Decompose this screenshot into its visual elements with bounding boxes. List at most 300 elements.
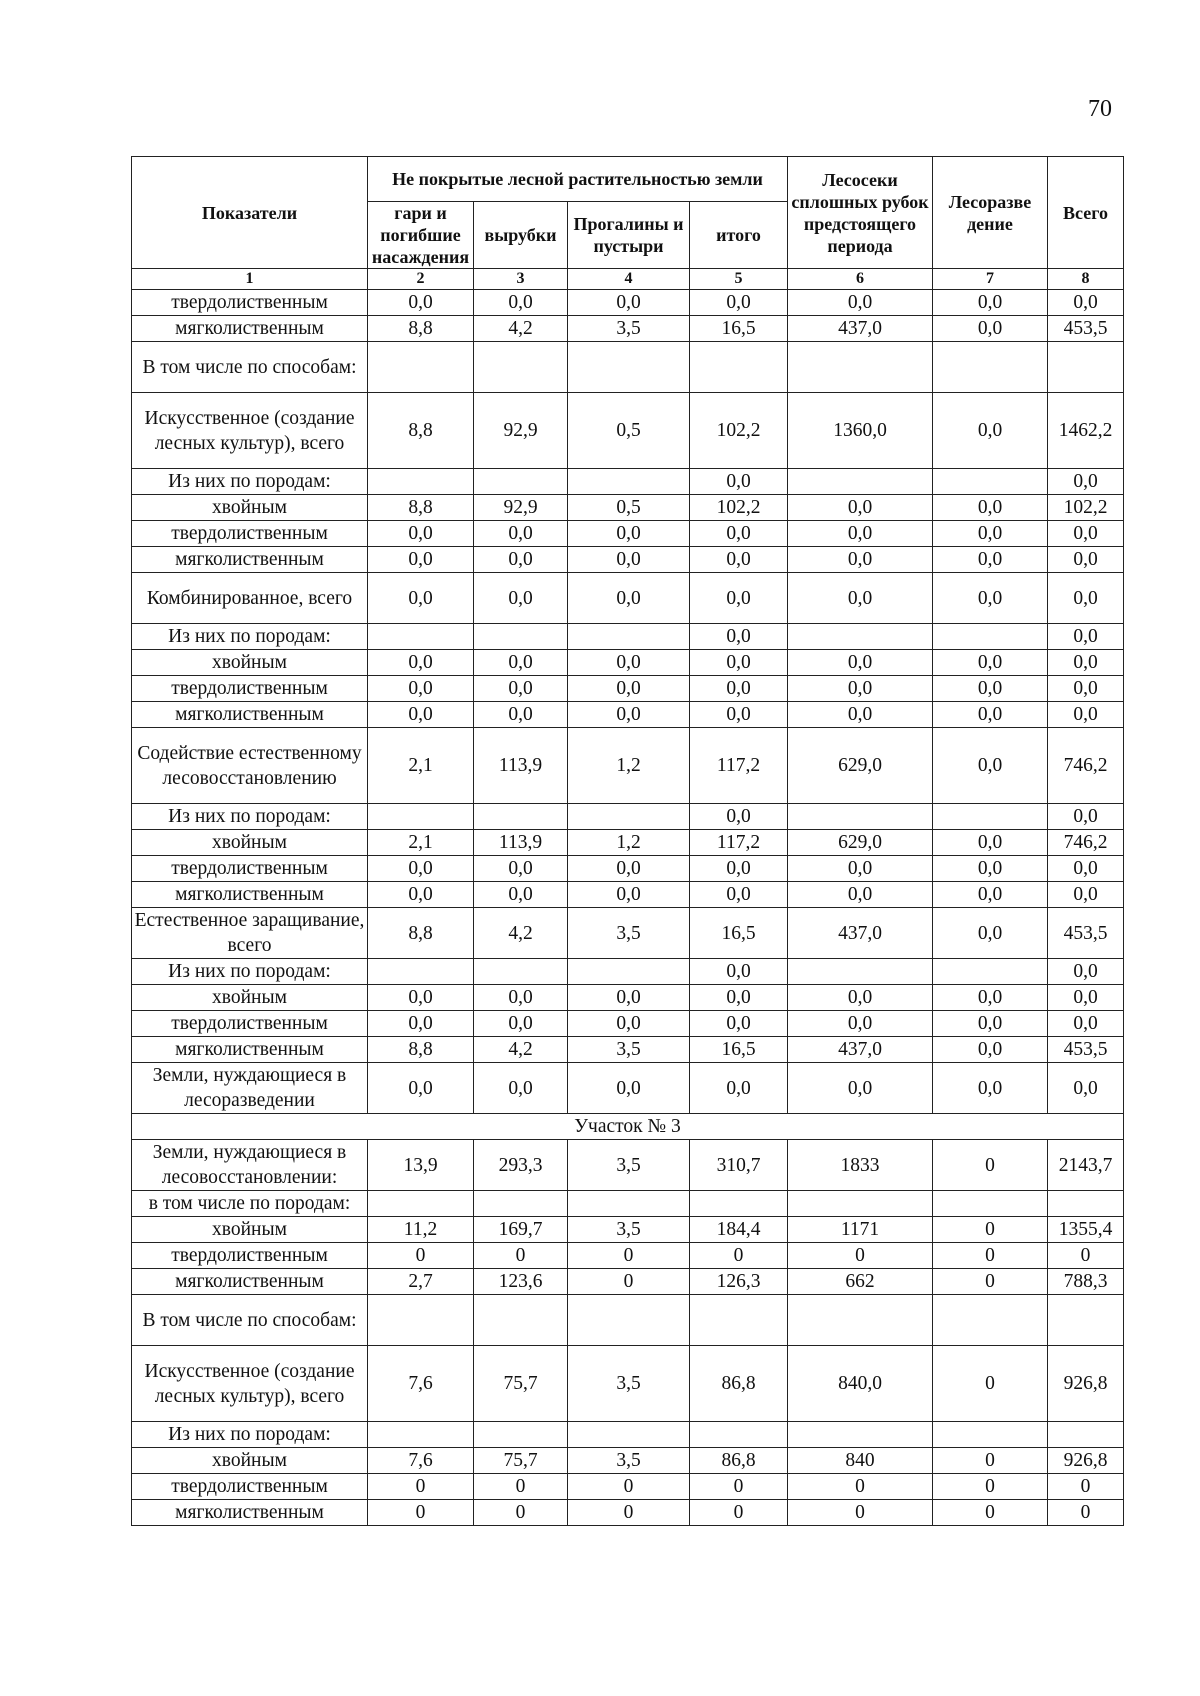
table-cell: 0: [788, 1500, 933, 1526]
table-row: [132, 1140, 1124, 1191]
table-cell: 0: [933, 1217, 1048, 1243]
table-cell: 0,0: [474, 702, 568, 728]
table-cell: 0: [1048, 1243, 1124, 1269]
table-cell: [368, 624, 474, 650]
table-cell: 0,0: [933, 830, 1048, 856]
table-cell: 0,0: [368, 1011, 474, 1037]
table-row: [132, 495, 1124, 521]
table-cell: 4,2: [474, 316, 568, 342]
table-cell: 2,7: [368, 1269, 474, 1295]
table-cell: [1048, 342, 1124, 393]
table-cell: [368, 959, 474, 985]
row-label: Из них по породам:: [132, 469, 368, 495]
table-cell: 662: [788, 1269, 933, 1295]
table-cell: [933, 342, 1048, 393]
table-cell: 3,5: [568, 1037, 690, 1063]
table-row: [132, 882, 1124, 908]
table-cell: 0,0: [690, 985, 788, 1011]
table-cell: 0,0: [933, 728, 1048, 804]
row-label: Земли, нуждающиеся в лесоразведении: [132, 1063, 368, 1114]
table-cell: 0,0: [933, 702, 1048, 728]
table-cell: [474, 1422, 568, 1448]
table-cell: 0: [788, 1243, 933, 1269]
table-cell: [568, 469, 690, 495]
row-label: твердолиственным: [132, 1474, 368, 1500]
table-row: [132, 342, 1124, 393]
table-cell: 840,0: [788, 1346, 933, 1422]
table-cell: 0,5: [568, 495, 690, 521]
table-cell: 629,0: [788, 830, 933, 856]
table-cell: 184,4: [690, 1217, 788, 1243]
table-cell: 3,5: [568, 1140, 690, 1191]
table-cell: 0,0: [788, 702, 933, 728]
table-cell: 0,0: [368, 573, 474, 624]
table-cell: 0,0: [1048, 290, 1124, 316]
table-cell: [933, 1295, 1048, 1346]
row-label: Из них по породам:: [132, 1422, 368, 1448]
table-cell: [568, 1191, 690, 1217]
table-cell: [368, 1422, 474, 1448]
table-cell: 0,0: [788, 650, 933, 676]
table-cell: [1048, 1422, 1124, 1448]
row-label: мягколиственным: [132, 1269, 368, 1295]
table-cell: 3,5: [568, 1448, 690, 1474]
table-cell: 0,0: [788, 1063, 933, 1114]
row-label: твердолиственным: [132, 856, 368, 882]
table-cell: 0,0: [933, 676, 1048, 702]
table-cell: 7,6: [368, 1448, 474, 1474]
table-cell: 0,0: [690, 624, 788, 650]
table-cell: 437,0: [788, 1037, 933, 1063]
table-cell: 0,0: [690, 290, 788, 316]
table-row: [132, 676, 1124, 702]
row-label: Из них по породам:: [132, 804, 368, 830]
table-cell: 0,0: [474, 1011, 568, 1037]
row-label: Из них по породам:: [132, 624, 368, 650]
table-cell: [368, 804, 474, 830]
table-cell: [474, 342, 568, 393]
table-cell: [690, 1191, 788, 1217]
table-cell: 1171: [788, 1217, 933, 1243]
header-clearings: вырубки: [474, 202, 568, 269]
table-cell: [788, 1295, 933, 1346]
table-cell: 0,0: [1048, 521, 1124, 547]
table-cell: 92,9: [474, 393, 568, 469]
table-row: [132, 830, 1124, 856]
table-cell: 0: [368, 1500, 474, 1526]
table-body: [132, 290, 1124, 1526]
table-cell: 0,0: [690, 650, 788, 676]
table-cell: 437,0: [788, 316, 933, 342]
table-cell: 0,0: [368, 521, 474, 547]
forest-land-table: [131, 156, 1124, 1526]
table-cell: [474, 1295, 568, 1346]
row-label: хвойным: [132, 1448, 368, 1474]
row-label: хвойным: [132, 1217, 368, 1243]
table-row: [132, 1243, 1124, 1269]
table-cell: 0,0: [474, 290, 568, 316]
table-cell: 0,0: [690, 856, 788, 882]
table-cell: 8,8: [368, 495, 474, 521]
table-cell: 92,9: [474, 495, 568, 521]
table-cell: 0,0: [788, 985, 933, 1011]
table-cell: 926,8: [1048, 1346, 1124, 1422]
row-label: твердолиственным: [132, 676, 368, 702]
table-cell: [788, 1422, 933, 1448]
table-cell: [788, 1191, 933, 1217]
table-cell: 0,0: [788, 290, 933, 316]
table-cell: 0,0: [933, 1011, 1048, 1037]
table-row: [132, 1448, 1124, 1474]
table-cell: 0,0: [368, 650, 474, 676]
table-cell: 0: [568, 1269, 690, 1295]
table-cell: 0,0: [568, 856, 690, 882]
row-label: В том числе по способам:: [132, 1295, 368, 1346]
table-cell: 0,0: [1048, 1011, 1124, 1037]
table-cell: 0,0: [933, 521, 1048, 547]
table-header: [132, 157, 1124, 290]
table-cell: 8,8: [368, 1037, 474, 1063]
table-cell: 0,0: [690, 469, 788, 495]
section-title: Участок № 3: [132, 1114, 1124, 1140]
table-cell: 102,2: [690, 393, 788, 469]
table-cell: 0,0: [933, 856, 1048, 882]
table-cell: 0,0: [1048, 959, 1124, 985]
row-label: твердолиственным: [132, 1011, 368, 1037]
table-cell: 8,8: [368, 316, 474, 342]
table-cell: 0,0: [1048, 676, 1124, 702]
table-cell: 3,5: [568, 1346, 690, 1422]
table-cell: 117,2: [690, 728, 788, 804]
table-cell: 0,0: [1048, 650, 1124, 676]
table-cell: 0,0: [690, 702, 788, 728]
column-number-row: [132, 269, 1124, 290]
column-number: 8: [1048, 269, 1124, 290]
row-label: В том числе по способам:: [132, 342, 368, 393]
table-cell: [568, 624, 690, 650]
table-cell: 1360,0: [788, 393, 933, 469]
column-number: 4: [568, 269, 690, 290]
row-label: Искусственное (создание лесных культур), всего: [132, 393, 368, 469]
table-row: [132, 1500, 1124, 1526]
column-number: 1: [132, 269, 368, 290]
table-cell: 0: [933, 1243, 1048, 1269]
table-cell: 788,3: [1048, 1269, 1124, 1295]
table-cell: 629,0: [788, 728, 933, 804]
table-cell: 0,0: [1048, 985, 1124, 1011]
row-label: мягколиственным: [132, 1037, 368, 1063]
table-cell: [690, 1295, 788, 1346]
row-label: Искусственное (создание лесных культур), всего: [132, 1346, 368, 1422]
table-row: [132, 1191, 1124, 1217]
table-cell: [1048, 1295, 1124, 1346]
table-cell: 0,0: [368, 882, 474, 908]
header-glades: Прогалины и пустыри: [568, 202, 690, 269]
row-label: твердолиственным: [132, 290, 368, 316]
table-cell: 3,5: [568, 316, 690, 342]
table-cell: 0,0: [1048, 469, 1124, 495]
table-cell: 0,0: [933, 985, 1048, 1011]
table-cell: [788, 469, 933, 495]
table-cell: 0,0: [474, 650, 568, 676]
table-cell: 0,0: [788, 521, 933, 547]
table-cell: 0,0: [788, 547, 933, 573]
row-label: мягколиственным: [132, 547, 368, 573]
table-cell: [568, 959, 690, 985]
table-cell: 0,0: [788, 495, 933, 521]
table-cell: 16,5: [690, 1037, 788, 1063]
column-number: 6: [788, 269, 933, 290]
table-cell: 3,5: [568, 908, 690, 959]
table-cell: 11,2: [368, 1217, 474, 1243]
table-cell: [933, 804, 1048, 830]
table-cell: 0,0: [568, 573, 690, 624]
row-label: Комбинированное, всего: [132, 573, 368, 624]
table-row: [132, 804, 1124, 830]
table-cell: [368, 342, 474, 393]
table-cell: 0,0: [933, 573, 1048, 624]
table-cell: 0,0: [1048, 573, 1124, 624]
table-cell: 0,0: [568, 702, 690, 728]
table-cell: 0: [933, 1448, 1048, 1474]
table-cell: 0: [933, 1500, 1048, 1526]
table-cell: 0,0: [1048, 1063, 1124, 1114]
table-cell: [933, 469, 1048, 495]
row-label: твердолиственным: [132, 521, 368, 547]
header-burned: гари и погибшие насаждения: [368, 202, 474, 269]
table-cell: 123,6: [474, 1269, 568, 1295]
row-label: мягколиственным: [132, 702, 368, 728]
table-cell: 0: [933, 1346, 1048, 1422]
table-row: [132, 856, 1124, 882]
table-cell: 8,8: [368, 393, 474, 469]
table-cell: 0,0: [474, 573, 568, 624]
row-label: Земли, нуждающиеся в лесовосстановлении:: [132, 1140, 368, 1191]
table-cell: 0,0: [1048, 882, 1124, 908]
table-cell: 0,0: [1048, 702, 1124, 728]
table-row: [132, 1346, 1124, 1422]
row-label: Естественное заращивание, всего: [132, 908, 368, 959]
table-cell: 0: [568, 1474, 690, 1500]
table-cell: 102,2: [690, 495, 788, 521]
table-cell: [933, 1422, 1048, 1448]
table-cell: [690, 342, 788, 393]
table-cell: [474, 1191, 568, 1217]
table-cell: 926,8: [1048, 1448, 1124, 1474]
table-cell: 437,0: [788, 908, 933, 959]
table-cell: 0,0: [933, 1063, 1048, 1114]
table-cell: 0: [474, 1243, 568, 1269]
table-cell: 0,0: [474, 547, 568, 573]
table-cell: 1462,2: [1048, 393, 1124, 469]
header-cutting-areas: Лесосеки сплошных рубок предстоящего периода: [788, 157, 933, 269]
table-cell: 0,0: [368, 856, 474, 882]
table-cell: 0,0: [474, 856, 568, 882]
table-cell: 86,8: [690, 1448, 788, 1474]
table-row: [132, 702, 1124, 728]
table-cell: 0,0: [690, 676, 788, 702]
table-row: [132, 547, 1124, 573]
table-cell: 75,7: [474, 1346, 568, 1422]
table-cell: 117,2: [690, 830, 788, 856]
header-subtotal: итого: [690, 202, 788, 269]
table-row: [132, 290, 1124, 316]
table-row: [132, 393, 1124, 469]
table-cell: 0,0: [933, 393, 1048, 469]
table-cell: 16,5: [690, 316, 788, 342]
table-cell: 0,0: [933, 547, 1048, 573]
table-row: [132, 728, 1124, 804]
table-row: [132, 469, 1124, 495]
table-cell: 0,0: [788, 573, 933, 624]
header-indicators: Показатели: [132, 157, 368, 269]
column-number: 2: [368, 269, 474, 290]
table-cell: 0: [933, 1140, 1048, 1191]
table-row: [132, 959, 1124, 985]
table-cell: 0,0: [933, 495, 1048, 521]
table-cell: 0,0: [474, 1063, 568, 1114]
table-row: [132, 1422, 1124, 1448]
table-cell: [368, 1191, 474, 1217]
table-cell: 75,7: [474, 1448, 568, 1474]
table-cell: [1048, 1191, 1124, 1217]
table-row: [132, 650, 1124, 676]
table-cell: 0,0: [568, 882, 690, 908]
table-cell: 86,8: [690, 1346, 788, 1422]
table-row: [132, 316, 1124, 342]
table-cell: 0,0: [568, 547, 690, 573]
table-cell: 746,2: [1048, 830, 1124, 856]
table-row: [132, 573, 1124, 624]
table-cell: 0,0: [1048, 547, 1124, 573]
table-cell: 0: [568, 1243, 690, 1269]
table-row: [132, 1011, 1124, 1037]
row-label: хвойным: [132, 650, 368, 676]
table-cell: 113,9: [474, 830, 568, 856]
table-cell: [788, 804, 933, 830]
table-cell: 0,0: [568, 290, 690, 316]
table-row: [132, 1037, 1124, 1063]
table-cell: 0,0: [368, 547, 474, 573]
table-cell: 2143,7: [1048, 1140, 1124, 1191]
table-cell: 0,0: [788, 856, 933, 882]
table-cell: 1,2: [568, 830, 690, 856]
table-cell: 0,0: [933, 908, 1048, 959]
header-total: Всего: [1048, 157, 1124, 269]
table-cell: 0,0: [474, 882, 568, 908]
table-cell: 0,0: [690, 547, 788, 573]
table-cell: 293,3: [474, 1140, 568, 1191]
table-cell: 3,5: [568, 1217, 690, 1243]
table-cell: 0: [474, 1500, 568, 1526]
row-label: хвойным: [132, 495, 368, 521]
table-cell: 0,0: [568, 521, 690, 547]
table-cell: 0,0: [933, 650, 1048, 676]
table-cell: 13,9: [368, 1140, 474, 1191]
table-cell: 0,0: [788, 676, 933, 702]
table-cell: 113,9: [474, 728, 568, 804]
header-afforestation: Лесоразве дение: [933, 157, 1048, 269]
table-cell: [690, 1422, 788, 1448]
table-cell: 0,0: [690, 573, 788, 624]
table-cell: 0,0: [568, 1011, 690, 1037]
table-cell: 0,0: [690, 1063, 788, 1114]
column-number: 5: [690, 269, 788, 290]
table-cell: [788, 624, 933, 650]
row-label: хвойным: [132, 985, 368, 1011]
table-cell: [474, 959, 568, 985]
section-row: [132, 1114, 1124, 1140]
table-cell: 126,3: [690, 1269, 788, 1295]
table-cell: [788, 342, 933, 393]
table-row: [132, 1063, 1124, 1114]
table-row: [132, 908, 1124, 959]
table-cell: 0,0: [474, 521, 568, 547]
table-cell: 0,0: [690, 1011, 788, 1037]
table-cell: 0: [690, 1474, 788, 1500]
table-cell: [474, 469, 568, 495]
table-cell: 0,5: [568, 393, 690, 469]
table-cell: 0,0: [568, 1063, 690, 1114]
table-cell: 1355,4: [1048, 1217, 1124, 1243]
row-label: мягколиственным: [132, 1500, 368, 1526]
table-cell: 0,0: [568, 650, 690, 676]
table-cell: 453,5: [1048, 316, 1124, 342]
table-cell: 0: [933, 1269, 1048, 1295]
table-cell: 0,0: [368, 702, 474, 728]
table-cell: 0,0: [690, 959, 788, 985]
table-cell: [568, 1422, 690, 1448]
column-number: 3: [474, 269, 568, 290]
page-number: 70: [1088, 96, 1112, 122]
table-cell: 2,1: [368, 830, 474, 856]
table-cell: 0,0: [933, 882, 1048, 908]
table-cell: 0,0: [690, 804, 788, 830]
table-cell: [933, 1191, 1048, 1217]
table-cell: 0: [368, 1474, 474, 1500]
table-row: [132, 624, 1124, 650]
table-row: [132, 1217, 1124, 1243]
table-cell: [933, 959, 1048, 985]
table-cell: 1833: [788, 1140, 933, 1191]
table-row: [132, 521, 1124, 547]
table-row: [132, 1295, 1124, 1346]
table-cell: [933, 624, 1048, 650]
table-cell: 0,0: [368, 1063, 474, 1114]
table-cell: 0,0: [1048, 856, 1124, 882]
table-cell: 0: [568, 1500, 690, 1526]
table-cell: 0,0: [1048, 624, 1124, 650]
table-cell: [368, 1295, 474, 1346]
table-cell: [568, 342, 690, 393]
table-cell: 0,0: [368, 676, 474, 702]
table-cell: 0,0: [788, 882, 933, 908]
row-label: хвойным: [132, 830, 368, 856]
table-cell: 0,0: [368, 290, 474, 316]
table-cell: 0,0: [474, 985, 568, 1011]
table-cell: 0: [1048, 1474, 1124, 1500]
table-cell: 0,0: [368, 985, 474, 1011]
table-row: [132, 1474, 1124, 1500]
table-cell: 0,0: [788, 1011, 933, 1037]
table-cell: 1,2: [568, 728, 690, 804]
table-row: [132, 1269, 1124, 1295]
table-cell: 453,5: [1048, 908, 1124, 959]
table-cell: 0,0: [690, 882, 788, 908]
table-cell: 0,0: [933, 290, 1048, 316]
table-cell: [474, 624, 568, 650]
table-cell: 0: [690, 1243, 788, 1269]
